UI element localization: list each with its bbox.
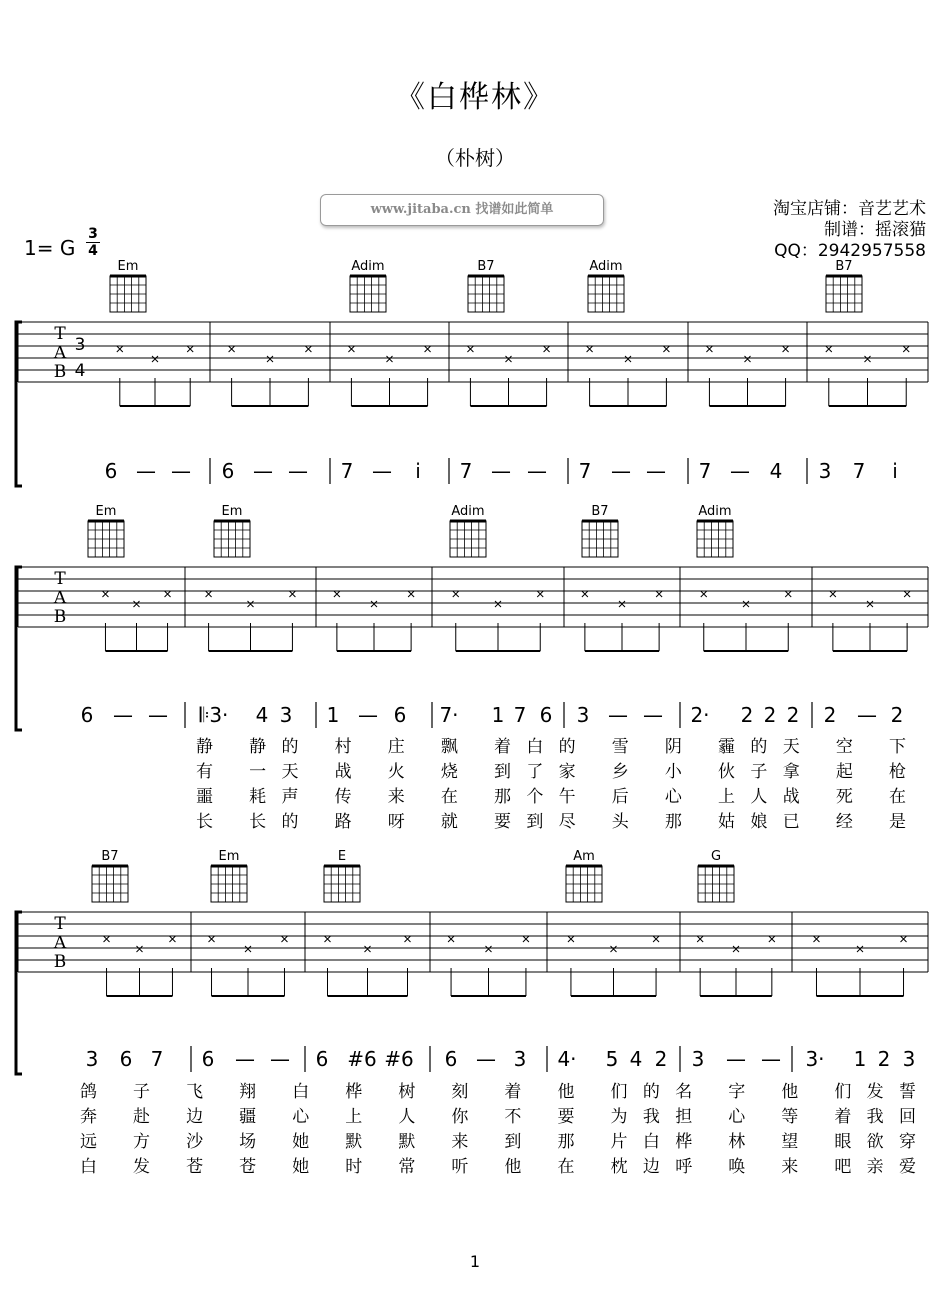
tab-note-x: [348, 346, 354, 352]
tab-note-x: [229, 346, 235, 352]
tab-time-denominator: 4: [74, 361, 86, 381]
jianpu-note: —: [235, 1047, 255, 1071]
arranger-info: 制谱：摇滚猫: [824, 220, 926, 240]
chord-name: Em: [221, 504, 243, 519]
shop-info: 淘宝店铺：音艺艺术: [773, 199, 926, 219]
jianpu-note: 6: [444, 1047, 458, 1071]
tab-note-x: [706, 346, 712, 352]
tab-note-x: [506, 356, 512, 362]
jianpu-note: 2: [877, 1047, 891, 1071]
system-bracket: [16, 322, 22, 486]
tab-note-x: [104, 936, 110, 942]
chord-name: E: [337, 849, 347, 864]
jianpu-note: —: [611, 459, 631, 483]
jianpu-note: 7: [150, 1047, 164, 1071]
artist-name: （朴树）: [435, 146, 515, 170]
tab-note-x: [656, 591, 662, 597]
jianpu-note: 3: [902, 1047, 916, 1071]
tab-note-x: [495, 601, 501, 607]
chord-name: Adim: [351, 259, 385, 274]
jianpu-note: 4: [629, 1047, 643, 1071]
tab-clef-letter: B: [53, 362, 67, 382]
jianpu-note: 5: [605, 1047, 619, 1071]
chord-name: Adim: [451, 504, 485, 519]
jianpu-note: —: [270, 1047, 290, 1071]
tab-clef-letter: B: [53, 607, 67, 627]
jianpu-note: 4: [769, 459, 783, 483]
tab-note-x: [289, 591, 295, 597]
jianpu-note: —: [148, 703, 168, 727]
jianpu-note: 6: [201, 1047, 215, 1071]
tab-note-x: [769, 936, 775, 942]
jianpu-note: 7: [578, 459, 592, 483]
lyric-line: 长 长的 路 呀 就 要到尽 头 那 姑娘已 经 是: [196, 812, 907, 832]
tab-note-x: [169, 936, 175, 942]
jianpu-note: 7: [698, 459, 712, 483]
tab-note-x: [117, 346, 123, 352]
tab-note-x: [408, 591, 414, 597]
lyric-line: 白 发 苍 苍 她 时 常 听 他 在 枕边呼 唤 来 吧亲爱: [80, 1157, 916, 1177]
tab-note-x: [865, 356, 871, 362]
jianpu-note: 7: [340, 459, 354, 483]
tab-note-x: [582, 591, 588, 597]
jianpu-note: —: [136, 459, 156, 483]
tab-note-x: [467, 346, 473, 352]
lyric-line: 噩 耗声 传 来 在 那个午 后 心 上人战 死 在: [196, 787, 907, 807]
tab-note-x: [904, 591, 910, 597]
jianpu-note: —: [726, 1047, 746, 1071]
chord-name: Em: [218, 849, 240, 864]
tab-note-x: [325, 936, 331, 942]
tab-note-x: [653, 936, 659, 942]
jianpu-note: —: [761, 1047, 781, 1071]
jianpu-note: i: [892, 459, 898, 483]
time-numerator: 3: [88, 226, 98, 242]
time-denominator: 4: [86, 242, 100, 259]
jianpu-note: 2: [890, 703, 904, 727]
tab-note-x: [745, 356, 751, 362]
chord-name: B7: [591, 504, 609, 519]
jianpu-note: i: [415, 459, 421, 483]
jianpu-note: —: [113, 703, 133, 727]
tab-note-x: [486, 946, 492, 952]
tab-note-x: [134, 601, 140, 607]
chord-name: G: [710, 849, 722, 864]
jianpu-note: 6: [315, 1047, 329, 1071]
lyric-line: 静 静的 村 庄 飘 着白的 雪 阴 霾的天 空 下: [196, 737, 907, 757]
jianpu-note: —: [608, 703, 628, 727]
chord-name: B7: [835, 259, 853, 274]
tab-note-x: [903, 346, 909, 352]
jianpu-note: —: [730, 459, 750, 483]
jianpu-note: 2: [823, 703, 837, 727]
tab-note-x: [701, 591, 707, 597]
jianpu-note: 3: [818, 459, 832, 483]
jianpu-note: #6: [347, 1047, 377, 1071]
tab-note-x: [830, 591, 836, 597]
jianpu-note: 2: [763, 703, 777, 727]
jianpu-note: —: [253, 459, 273, 483]
jianpu-note: 7: [513, 703, 527, 727]
jianpu-note: —: [527, 459, 547, 483]
tab-note-x: [165, 591, 171, 597]
jianpu-note: 1: [326, 703, 340, 727]
tab-note-x: [152, 356, 158, 362]
chord-name: Am: [573, 849, 595, 864]
tab-note-x: [102, 591, 108, 597]
tab-note-x: [453, 591, 459, 597]
tab-note-x: [697, 936, 703, 942]
tab-note-x: [663, 346, 669, 352]
lyric-line: 奔 赴 边 疆 心 上 人 你 不 要 为我担 心 等 着我回: [80, 1107, 916, 1127]
tab-note-x: [371, 601, 377, 607]
tab-note-x: [448, 936, 454, 942]
tab-clef-letter: T: [54, 569, 66, 589]
page-number: 1: [469, 1252, 481, 1271]
jianpu-note: 3·: [805, 1047, 825, 1071]
chord-name: B7: [477, 259, 495, 274]
chord-name: B7: [101, 849, 119, 864]
jianpu-note: 3: [576, 703, 590, 727]
tab-note-x: [523, 936, 529, 942]
jianpu-note: 7: [459, 459, 473, 483]
jianpu-note: —: [491, 459, 511, 483]
tab-note-x: [267, 356, 273, 362]
tab-time-numerator: 3: [74, 335, 86, 355]
qq-info: QQ：2942957558: [774, 241, 926, 261]
jianpu-note: 𝄆3·: [199, 703, 229, 727]
chord-name: Em: [95, 504, 117, 519]
lyric-line: 有 一天 战 火 烧 到了家 乡 小 伙子拿 起 枪: [196, 762, 907, 782]
tab-clef-letter: B: [53, 952, 67, 972]
tab-clef-letter: A: [53, 343, 67, 363]
tab-note-x: [568, 936, 574, 942]
tab-note-x: [387, 356, 393, 362]
tab-note-x: [619, 601, 625, 607]
tab-clef-letter: T: [54, 914, 66, 934]
jianpu-note: 7: [852, 459, 866, 483]
tab-note-x: [334, 591, 340, 597]
tab-note-x: [305, 346, 311, 352]
jianpu-note: 6: [104, 459, 118, 483]
tab-note-x: [544, 346, 550, 352]
tab-note-x: [137, 946, 143, 952]
jianpu-note: —: [857, 703, 877, 727]
jianpu-note: —: [372, 459, 392, 483]
tab-note-x: [611, 946, 617, 952]
tab-note-x: [587, 346, 593, 352]
tab-note-x: [867, 601, 873, 607]
jianpu-note: 4·: [557, 1047, 577, 1071]
chord-name: Adim: [589, 259, 623, 274]
jianpu-note: —: [288, 459, 308, 483]
jianpu-note: 2·: [690, 703, 710, 727]
tab-note-x: [537, 591, 543, 597]
lyric-line: 鸽 子 飞 翔 白 桦 树 刻 着 他 们的名 字 他 们发誓: [80, 1082, 916, 1102]
jianpu-note: 2: [654, 1047, 668, 1071]
tab-note-x: [625, 356, 631, 362]
jianpu-note: 3: [85, 1047, 99, 1071]
jianpu-note: —: [171, 459, 191, 483]
chord-name: Em: [117, 259, 139, 274]
tab-note-x: [783, 346, 789, 352]
key-signature: 1= G: [24, 236, 76, 260]
tab-note-x: [857, 946, 863, 952]
jianpu-note: 2: [740, 703, 754, 727]
jianpu-note: —: [358, 703, 378, 727]
jianpu-note: 3: [513, 1047, 527, 1071]
tab-clef-letter: A: [53, 588, 67, 608]
tab-clef-letter: A: [53, 933, 67, 953]
tab-note-x: [425, 346, 431, 352]
jianpu-note: 3: [279, 703, 293, 727]
jianpu-note: —: [643, 703, 663, 727]
tab-note-x: [826, 346, 832, 352]
jianpu-note: #6: [384, 1047, 414, 1071]
tab-note-x: [365, 946, 371, 952]
chord-name: Adim: [698, 504, 732, 519]
jianpu-note: 6: [393, 703, 407, 727]
tab-clef-letter: T: [54, 324, 66, 344]
jianpu-note: —: [476, 1047, 496, 1071]
jianpu-note: 4: [255, 703, 269, 727]
tab-note-x: [813, 936, 819, 942]
lyric-line: 远 方 沙 场 她 默 默 来 到 那 片白桦 林 望 眼欲穿: [80, 1132, 916, 1152]
jianpu-note: 7·: [439, 703, 459, 727]
tab-note-x: [901, 936, 907, 942]
jianpu-note: 3: [691, 1047, 705, 1071]
jianpu-note: —: [646, 459, 666, 483]
jianpu-note: 6: [539, 703, 553, 727]
tab-note-x: [209, 936, 215, 942]
jianpu-note: 6: [80, 703, 94, 727]
tab-note-x: [405, 936, 411, 942]
jianpu-note: 6: [119, 1047, 133, 1071]
tab-note-x: [248, 601, 254, 607]
tab-note-x: [733, 946, 739, 952]
tab-note-x: [743, 601, 749, 607]
jianpu-note: 6: [221, 459, 235, 483]
tab-note-x: [187, 346, 193, 352]
tab-note-x: [281, 936, 287, 942]
jianpu-note: 2: [786, 703, 800, 727]
tab-note-x: [245, 946, 251, 952]
jianpu-note: 1: [853, 1047, 867, 1071]
tab-note-x: [206, 591, 212, 597]
song-title: 《白桦林》: [395, 80, 555, 115]
tab-note-x: [785, 591, 791, 597]
watermark: www.jitaba.cn 找谱如此简单: [320, 194, 604, 226]
jianpu-note: 1: [491, 703, 505, 727]
